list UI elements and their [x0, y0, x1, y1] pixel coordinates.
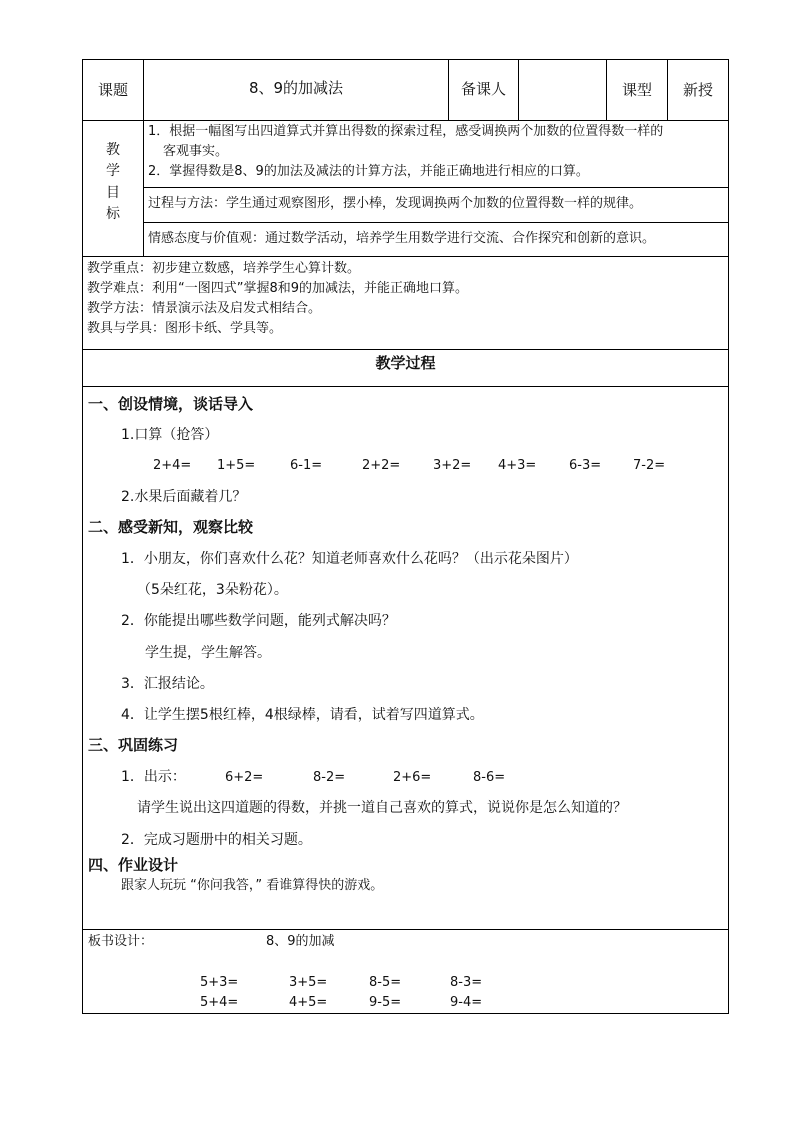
section3-item1-continued: 请学生说出这四道题的得数，并挑一道自己喜欢的算式，说说你是怎么知道的？ [137, 800, 627, 816]
equation: 2+2= [362, 458, 401, 473]
goals-label-char: 目 [106, 185, 120, 201]
section3-item1-label: 1．出示： [121, 769, 186, 785]
equation: 6-3= [569, 458, 602, 473]
equation: 8-6= [473, 770, 506, 785]
teaching-difficulty: 教学难点：利用“一图四式”掌握8和9的加减法，并能正确地口算。 [87, 281, 469, 296]
goals-label-char: 标 [106, 206, 120, 222]
process-goal: 过程与方法：学生通过观察图形，摆小棒，发现调换两个加数的位置得数一样的规律。 [148, 196, 643, 211]
section2-item2-continued: 学生提，学生解答。 [145, 645, 271, 661]
equation: 3+2= [433, 458, 472, 473]
table-border-right [728, 59, 729, 1014]
equation: 2+4= [153, 458, 192, 473]
section1-item1: 1.口算（抢答） [121, 427, 219, 443]
section4-heading: 四、作业设计 [88, 856, 179, 874]
section2-item1: 1．小朋友，你们喜欢什么花？知道老师喜欢什么花吗？（出示花朵图片） [121, 551, 578, 567]
knowledge-goal-2: 2．掌握得数是8、9的加法及减法的计算方法，并能正确地进行相应的口算。 [148, 164, 589, 179]
teaching-tools: 教具与学具：图形卡纸、学具等。 [87, 321, 283, 336]
section2-item1-continued: （5朵红花，3朵粉花）。 [137, 582, 288, 598]
col-divider [518, 59, 519, 121]
equation: 6+2= [225, 770, 264, 785]
attitude-goal: 情感态度与价值观：通过数学活动，培养学生用数学进行交流、合作探究和创新的意识。 [148, 231, 656, 246]
board-equation: 9-5= [369, 995, 402, 1010]
row-divider [143, 187, 729, 188]
section3-heading: 三、巩固练习 [88, 736, 179, 754]
row-divider [82, 120, 729, 121]
table-border-bottom [82, 1013, 729, 1014]
topic-label: 课题 [97, 81, 128, 99]
section3-item2: 2．完成习题册中的相关习题。 [121, 832, 312, 848]
section2-heading: 二、感受新知，观察比较 [88, 518, 254, 536]
topic-value: 8、9的加减法 [248, 79, 344, 97]
equation: 4+3= [498, 458, 537, 473]
board-equation: 8-5= [369, 975, 402, 990]
equation: 6-1= [290, 458, 323, 473]
goals-label-char: 学 [106, 163, 120, 179]
board-title: 8、9的加减 [266, 934, 335, 949]
teaching-focus: 教学重点：初步建立数感，培养学生心算计数。 [87, 261, 361, 276]
section1-item2: 2.水果后面藏着几？ [121, 489, 247, 505]
knowledge-goal-1-continued: 客观事实。 [163, 144, 229, 159]
row-divider [82, 256, 729, 257]
preparer-label: 备课人 [460, 80, 506, 98]
section1-heading: 一、创设情境，谈话导入 [88, 395, 254, 413]
row-divider [143, 222, 729, 223]
knowledge-goal-1: 1．根据一幅图写出四道算式并算出得数的探索过程，感受调换两个加数的位置得数一样的 [148, 124, 664, 139]
process-title: 教学过程 [375, 354, 436, 372]
goals-label-char: 教 [106, 142, 120, 158]
equation: 7-2= [633, 458, 666, 473]
teaching-method: 教学方法：情景演示法及启发式相结合。 [87, 301, 322, 316]
equation: 1+5= [217, 458, 256, 473]
board-equation: 4+5= [289, 995, 328, 1010]
board-equation: 5+4= [200, 995, 239, 1010]
board-equation: 9-4= [450, 995, 483, 1010]
section2-item2: 2．你能提出哪些数学问题，能列式解决吗？ [121, 613, 396, 629]
type-value: 新授 [682, 81, 713, 99]
type-label: 课型 [621, 81, 652, 99]
board-equation: 5+3= [200, 975, 239, 990]
equation: 2+6= [393, 770, 432, 785]
table-border-left [82, 59, 83, 1014]
section2-item4: 4．让学生摆5根红棒，4根绿棒，请看，试着写四道算式。 [121, 707, 484, 723]
board-equation: 8-3= [450, 975, 483, 990]
board-label: 板书设计： [88, 934, 154, 949]
section2-item3: 3．汇报结论。 [121, 676, 214, 692]
row-divider [82, 386, 729, 387]
board-equation: 3+5= [289, 975, 328, 990]
homework-item: 跟家人玩玩 “你问我答，” 看谁算得快的游戏。 [121, 878, 384, 893]
equation: 8-2= [313, 770, 346, 785]
row-divider [82, 349, 729, 350]
row-divider [82, 929, 729, 930]
table-border-top [82, 59, 729, 60]
